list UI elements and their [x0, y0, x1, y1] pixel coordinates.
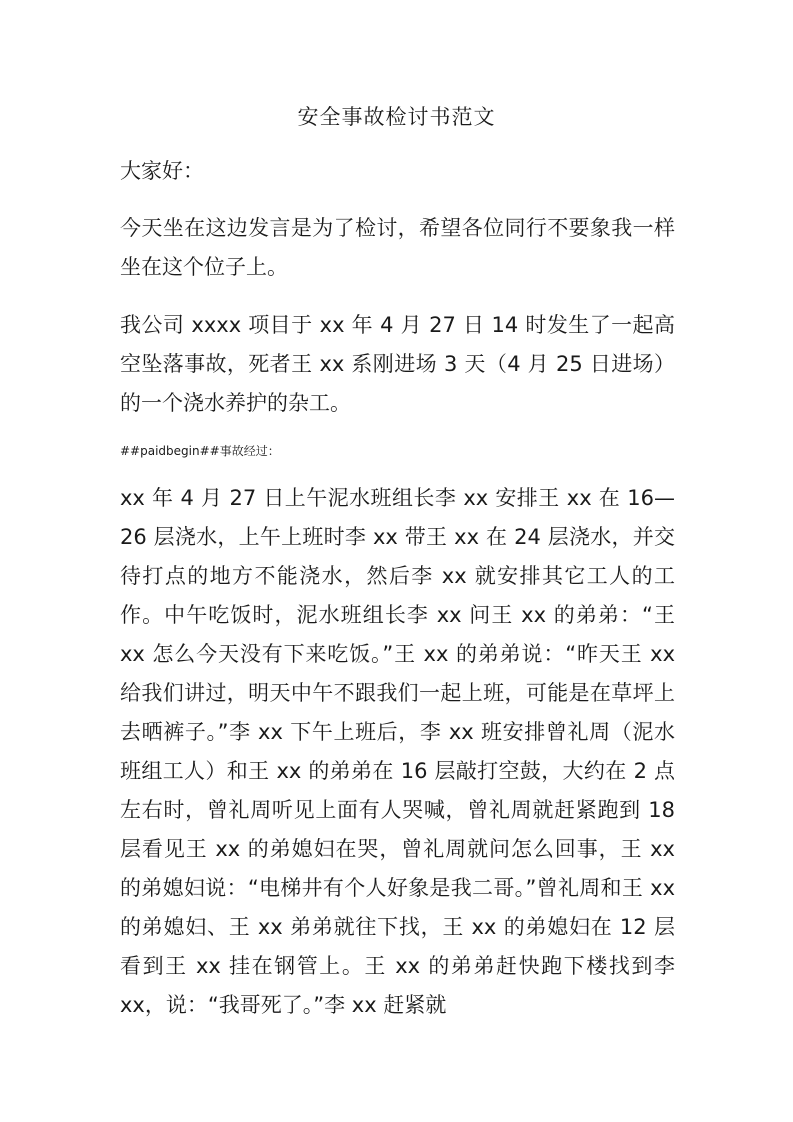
paragraph-accident-details: xx 年 4 月 27 日上午泥水班组长李 xx 安排王 xx 在 16—26 层浇水，上午上班时李 xx 带王 xx 在 24 层浇水，并交待打点的地方不能浇水，然后李 xx 就安排其它工人的工作。中午吃饭时，泥水班组长李 xx 问王 xx 的弟弟：“王 xx 怎么今天没有下来吃饭。”王 xx 的弟弟说：“昨天王 xx 给我们讲过，明天中午不跟我们一起上班，可能是在草坪上去晒裤子。”李 xx 下午上班后，李 xx 班安排曾礼周（泥水班组工人）和王 xx 的弟弟在 16 层敲打空鼓，大约在 2 点左右时，曾礼周听见上面有人哭喊，曾礼周就赶紧跑到 18 层看见王 xx 的弟媳妇在哭，曾礼周就问怎么回事，王 xx 的弟媳妇说：“电梯井有个人好象是我二哥。”曾礼周和王 xx 的弟媳妇、王 xx 弟弟就往下找，王 xx 的弟媳妇在 12 层看到王 xx 挂在钢管上。王 xx 的弟弟赶快跑下楼找到李 xx，说：“我哥死了。”李 xx 赶紧就 [120, 486, 675, 1017]
paragraph-intro: 今天坐在这边发言是为了检讨，希望各位同行不要象我一样坐在这个位子上。 [120, 216, 675, 279]
document-title: 安全事故检讨书范文 [297, 105, 496, 129]
section-marker: ##paidbegin##事故经过： [120, 444, 280, 458]
paragraph-accident-summary: 我公司 xxxx 项目于 xx 年 4 月 27 日 14 时发生了一起高空坠落事故，死者王 xx 系刚进场 3 天（4 月 25 日进场）的一个浇水养护的杂工。 [120, 313, 675, 415]
greeting-line: 大家好： [120, 159, 204, 183]
